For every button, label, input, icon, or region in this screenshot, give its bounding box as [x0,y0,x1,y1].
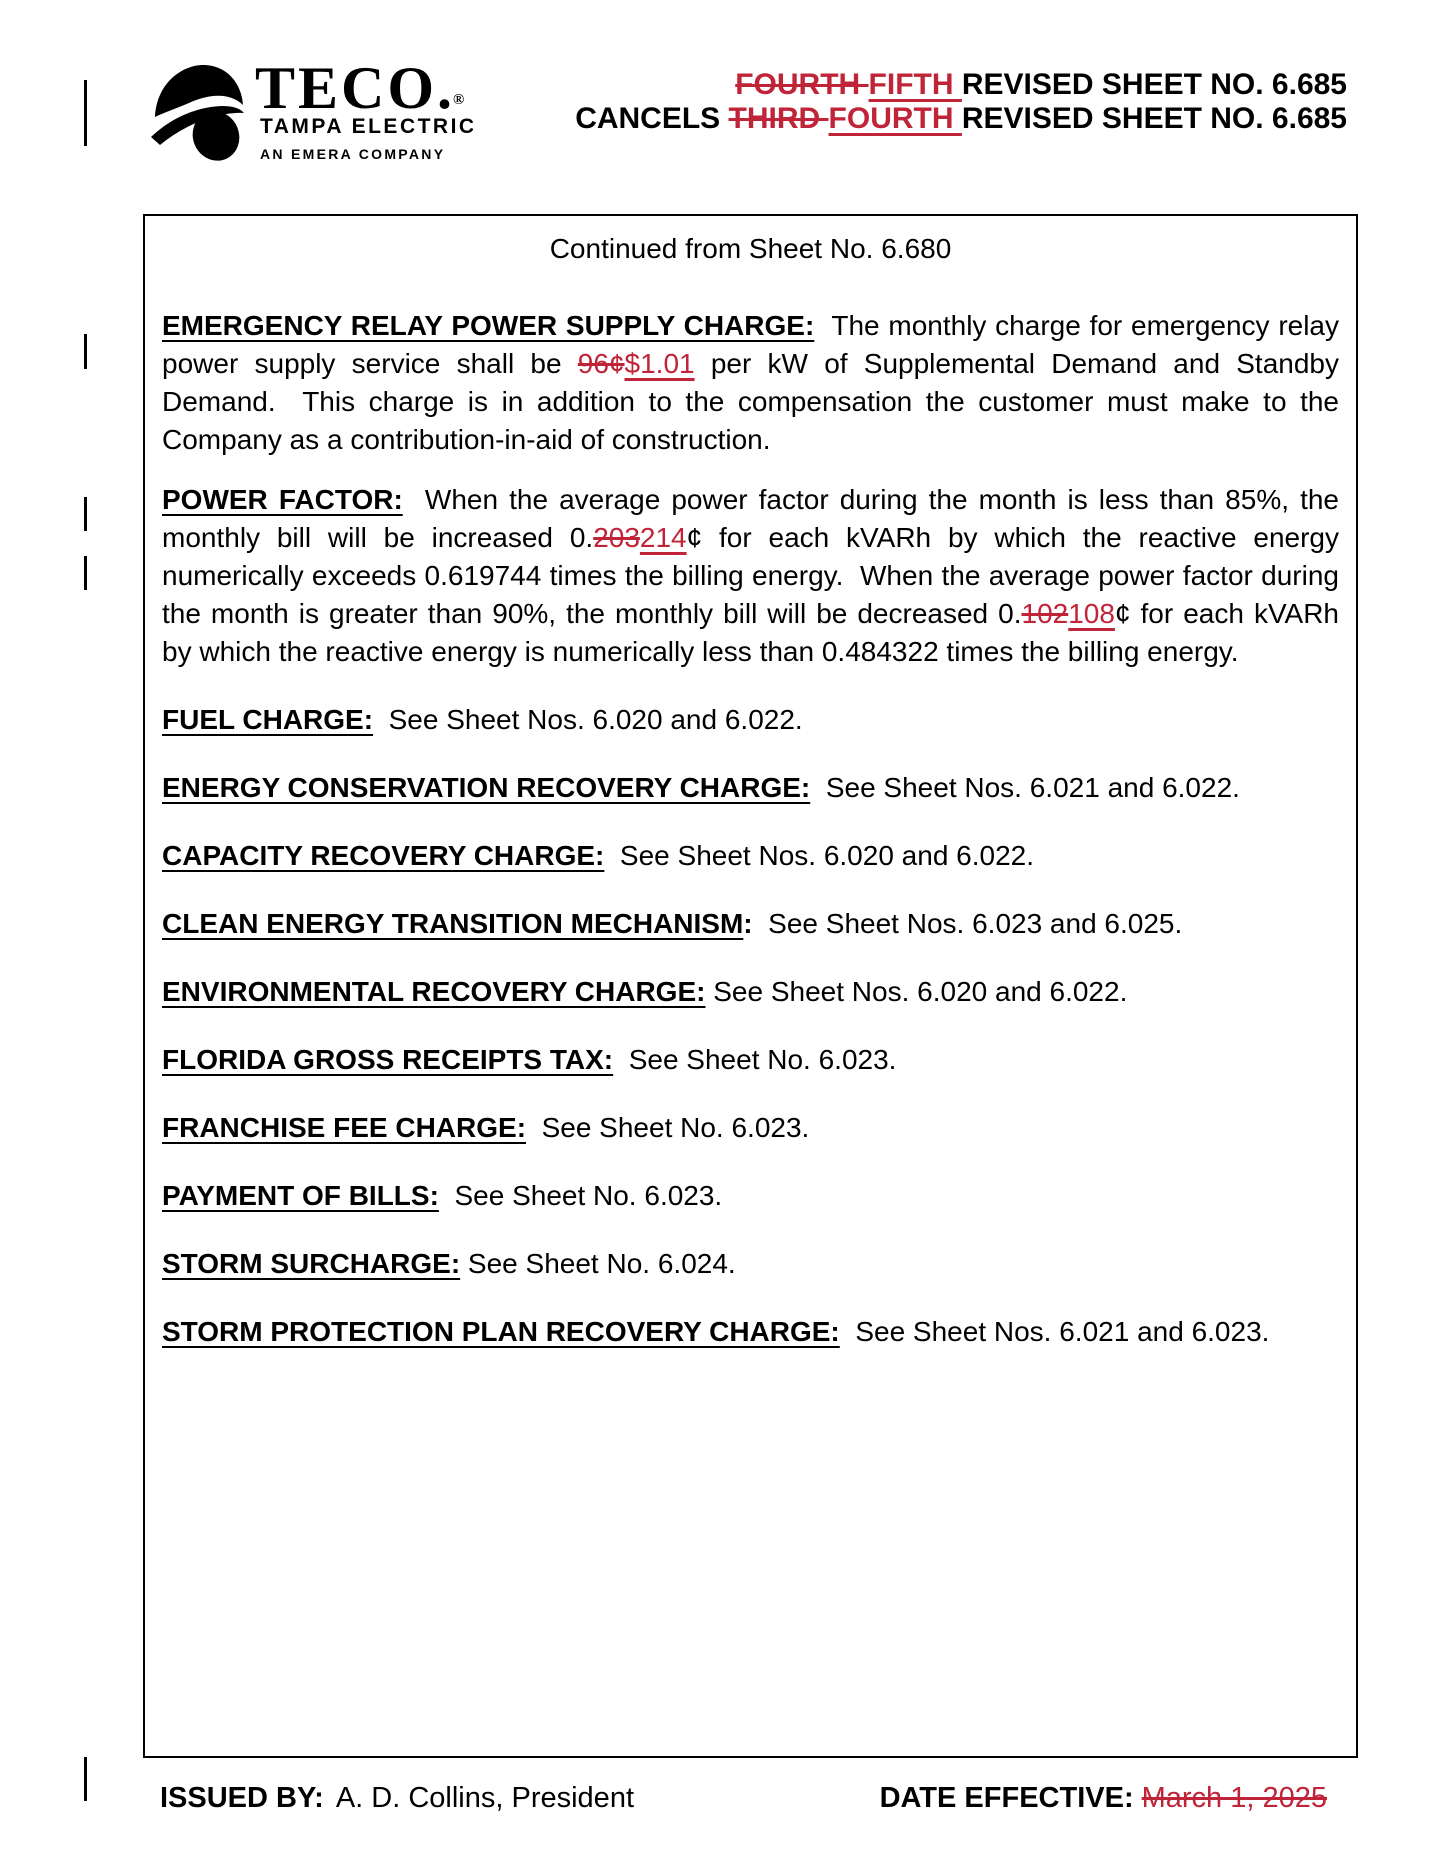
item-body: See Sheet Nos. 6.020 and 6.022. [705,976,1128,1007]
sheet-revision-header [575,68,1347,136]
inserted-text: FIFTH [868,68,962,101]
item-heading: FUEL CHARGE: [162,704,374,735]
item-body: See Sheet Nos. 6.020 and 6.022. [373,704,803,735]
logo-tagline: AN EMERA COMPANY [260,146,446,162]
continued-from-line: Continued from Sheet No. 6.680 [549,233,952,264]
date-effective-value: March 1, 2025 [1141,1782,1327,1814]
text-segment: The monthly charge for emergency relay power supply service shall be [162,310,1340,379]
change-bar [84,334,87,369]
change-bar [84,556,87,590]
date-effective [880,1782,1327,1815]
item-energy-conservation-recovery-charge [162,769,1339,807]
paragraph-emergency-relay-power-supply-charge [162,307,1339,459]
item-heading: CLEAN ENERGY TRANSITION MECHANISM [162,908,744,939]
text-segment: per kW of Supplemental Demand and Standby Demand. This charge is in addition to the compensation the customer must make to the Company as a contribution-in-aid of construction. [162,348,1339,455]
change-bar [84,80,87,146]
item-fuel-charge [162,701,1339,739]
inserted-text: $1.01 [624,348,695,379]
cancels-sheet-line [575,102,1347,136]
text-segment: REVISED SHEET NO. 6.685 [961,68,1347,101]
tariff-content-box [143,214,1358,1758]
teco-wordmark: TECO.® [255,55,465,121]
item-florida-gross-receipts-tax [162,1041,1339,1079]
teco-swoosh-icon [148,60,252,162]
inserted-text: 108 [1068,598,1115,629]
logo-company-name: TAMPA ELECTRIC [260,115,477,138]
item-body: See Sheet No. 6.023. [438,1180,723,1211]
text-segment: REVISED SHEET NO. 6.685 [961,102,1347,135]
inserted-text: FOURTH [828,102,962,135]
item-body: See Sheet Nos. 6.021 and 6.023. [839,1316,1270,1347]
paragraph-heading: POWER FACTOR: [162,484,403,515]
deleted-text: 102 [1021,598,1069,629]
inserted-text: 214 [639,522,687,553]
item-body: See Sheet No. 6.023. [613,1044,897,1075]
paragraph-heading: EMERGENCY RELAY POWER SUPPLY CHARGE: [162,310,815,341]
text-segment: ¢ for each kVARh by which the reactive energy is numerically less than 0.484322 times the billing energy. [162,598,1340,667]
item-storm-surcharge [162,1245,1339,1283]
text-segment: When the average power factor during the month is less than 85%, the monthly bill will be increased 0. [162,484,1339,553]
item-capacity-recovery-charge [162,837,1339,875]
item-body: See Sheet Nos. 6.020 and 6.022. [604,840,1035,871]
item-body: See Sheet Nos. 6.021 and 6.022. [810,772,1240,803]
text-segment: CANCELS [575,102,729,135]
issued-by-value: A. D. Collins, President [335,1782,634,1814]
change-bar [84,497,87,531]
item-heading: STORM SURCHARGE: [162,1248,461,1279]
item-heading: FLORIDA GROSS RECEIPTS TAX: [162,1044,614,1075]
item-heading: CAPACITY RECOVERY CHARGE: [162,840,605,871]
text-segment: ¢ for each kVARh by which the reactive energy numerically exceeds 0.619744 times the billing energy. When the average power factor during the month is greater than 90%, the monthly bill will be decreased 0. [162,522,1339,629]
registered-trademark: ® [453,92,465,108]
item-heading: ENVIRONMENTAL RECOVERY CHARGE: [162,976,706,1007]
issued-by [160,1782,634,1815]
item-heading: STORM PROTECTION PLAN RECOVERY CHARGE: [162,1316,840,1347]
charge-item-list [162,701,1339,1351]
deleted-text: 96¢ [577,348,625,379]
item-payment-of-bills [162,1177,1339,1215]
item-body: See Sheet No. 6.023. [526,1112,810,1143]
item-body: See Sheet No. 6.024. [460,1248,736,1279]
sheet-footer [143,1782,1358,1815]
deleted-text: THIRD [728,102,829,135]
item-clean-energy-transition-mechanism: CLEAN ENERGY TRANSITION MECHANISM: See Sheet Nos. 6.023 and 6.025. [162,908,1183,939]
item-franchise-fee-charge [162,1109,1339,1147]
item-body: See Sheet Nos. 6.023 and 6.025. [752,908,1183,939]
deleted-text: FOURTH [735,68,869,101]
deleted-text: 203 [593,522,640,553]
date-effective-label: DATE EFFECTIVE: [879,1782,1134,1814]
teco-logo [148,55,508,168]
change-bar [84,1757,87,1801]
paragraph-power-factor [162,481,1339,671]
item-heading: FRANCHISE FEE CHARGE: [162,1112,527,1143]
item-heading: PAYMENT OF BILLS: [162,1180,439,1211]
item-storm-protection-plan-recovery-charge [162,1313,1339,1351]
issued-by-label: ISSUED BY: [160,1782,324,1814]
revised-sheet-line [575,68,1347,102]
item-environmental-recovery-charge [162,973,1339,1011]
item-heading: ENERGY CONSERVATION RECOVERY CHARGE: [162,772,811,803]
